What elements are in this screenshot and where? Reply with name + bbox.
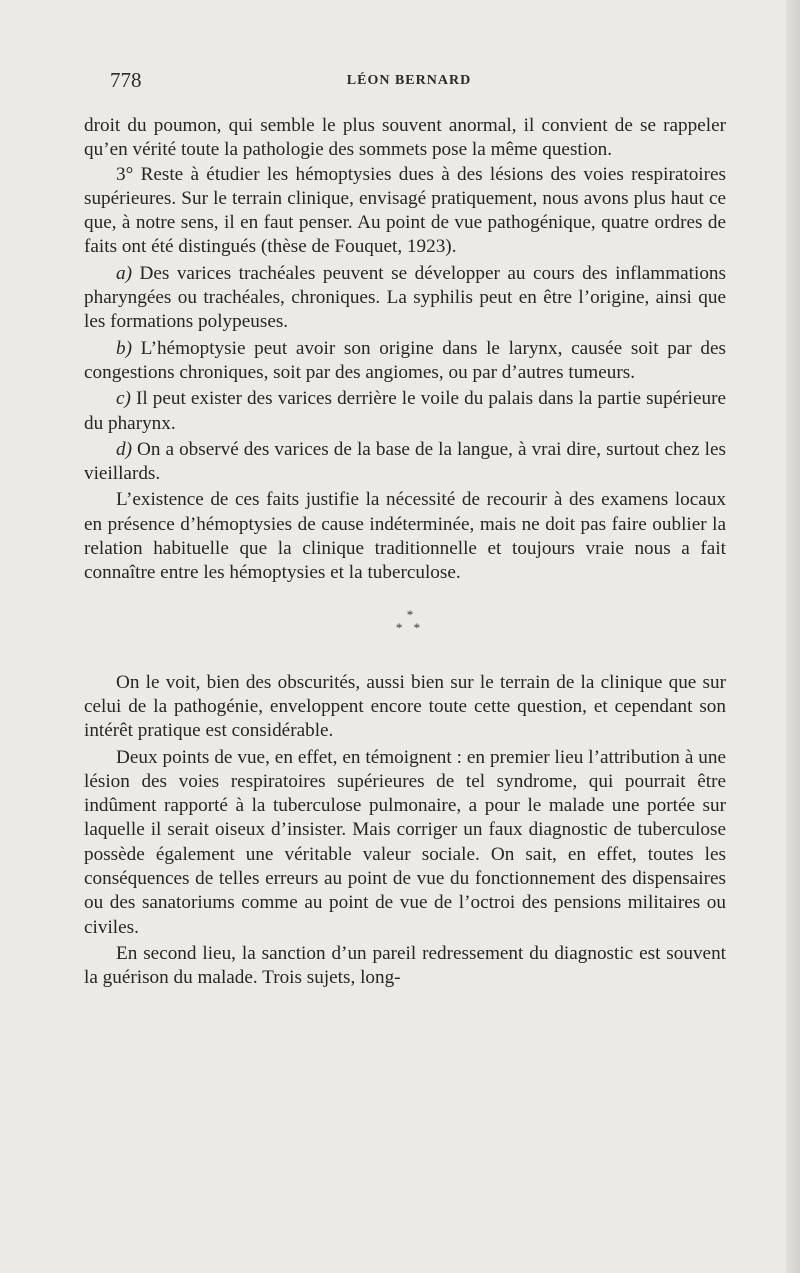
page-edge-shadow (786, 0, 800, 1273)
list-text-b: L’hémoptysie peut avoir son origine dans le larynx, causée soit par des congestions chroniques, soit par des angiomes, ou par d’autres tumeurs. (84, 337, 726, 383)
list-label-b: b) (116, 337, 132, 359)
paragraph-continued: droit du poumon, qui semble le plus souvent anormal, il convient de se rappeler qu’en vérité toute la pathologie des sommets pose la même question. (84, 115, 726, 161)
running-head-author: LÉON BERNARD (346, 73, 472, 88)
list-label-d: d) (116, 438, 132, 460)
list-item-d (84, 438, 726, 487)
paragraph-deux-points: Deux points de vue, en effet, en témoignent : en premier lieu l’attribution à une lésion des voies respiratoires supérieures de tel syndrome, qui pourrait être indûment rapporté à la tuberculose pulmonaire, a pour le malade une portée sur laquelle il serait oiseux d’insister. Mais corriger un faux diagnostic de tuberculose possède également une véritable valeur sociale. On sait, en effet, toutes les conséquences de telles erreurs au point de vue du fonctionnement des dispensaires ou des sanatoriums comme au point de vue de l’octroi des pensions militaires ou civiles. (84, 746, 726, 938)
paragraph-second-lieu: En second lieu, la sanction d’un pareil redressement du diagnostic est souvent la guérison du malade. Trois sujets, long- (84, 942, 726, 989)
page-header (104, 68, 714, 100)
list-text-d: On a observé des varices de la base de la langue, à vrai dire, surtout chez les vieillards. (84, 438, 726, 485)
paragraph-on-le-voit: On le voit, bien des obscurités, aussi bien sur le terrain de la clinique que sur celui de la pathogénie, enveloppent encore toute cette question, et cependant son intérêt pratique est considérable. (84, 671, 726, 742)
separator-star-top: * (406, 606, 414, 622)
list-label-c: c) (116, 388, 131, 410)
list-item-b (84, 337, 726, 386)
list-item-c (84, 387, 726, 436)
list-item-a (84, 262, 726, 335)
list-label-a: a) (116, 262, 132, 284)
body-text (84, 114, 726, 991)
paragraph-existence: L’existence de ces faits justifie la nécessité de recourir à des examens locaux en présence d’hémoptysies de cause indéterminée, mais ne doit pas faire oublier la relation habituelle que la clinique traditionnelle et toujours vraie nous a fait connaître entre les hémoptysies et la tuberculose. (84, 489, 726, 584)
list-text-a: Des varices trachéales peuvent se développer au cours des inflammations pharyngées ou trachéales, chroniques. La syphilis peut en être l’origine, ainsi que les formations polypeuses. (84, 262, 726, 333)
page-number: 778 (110, 68, 142, 92)
separator-stars-bottom: * * (395, 619, 425, 635)
section-separator (94, 608, 726, 634)
paragraph-point-3: 3° Reste à étudier les hémoptysies dues à des lésions des voies respiratoires supérieures. Sur le terrain clinique, envisagé pratiquement, nous avons plus haut ce que, à notre sens, il en faut penser. Au point de vue pathogénique, quatre ordres de faits ont été distingués (thèse de Fouquet, 1923). (84, 163, 726, 258)
list-text-c: Il peut exister des varices derrière le voile du palais dans la partie supérieure du pharynx. (84, 388, 726, 434)
